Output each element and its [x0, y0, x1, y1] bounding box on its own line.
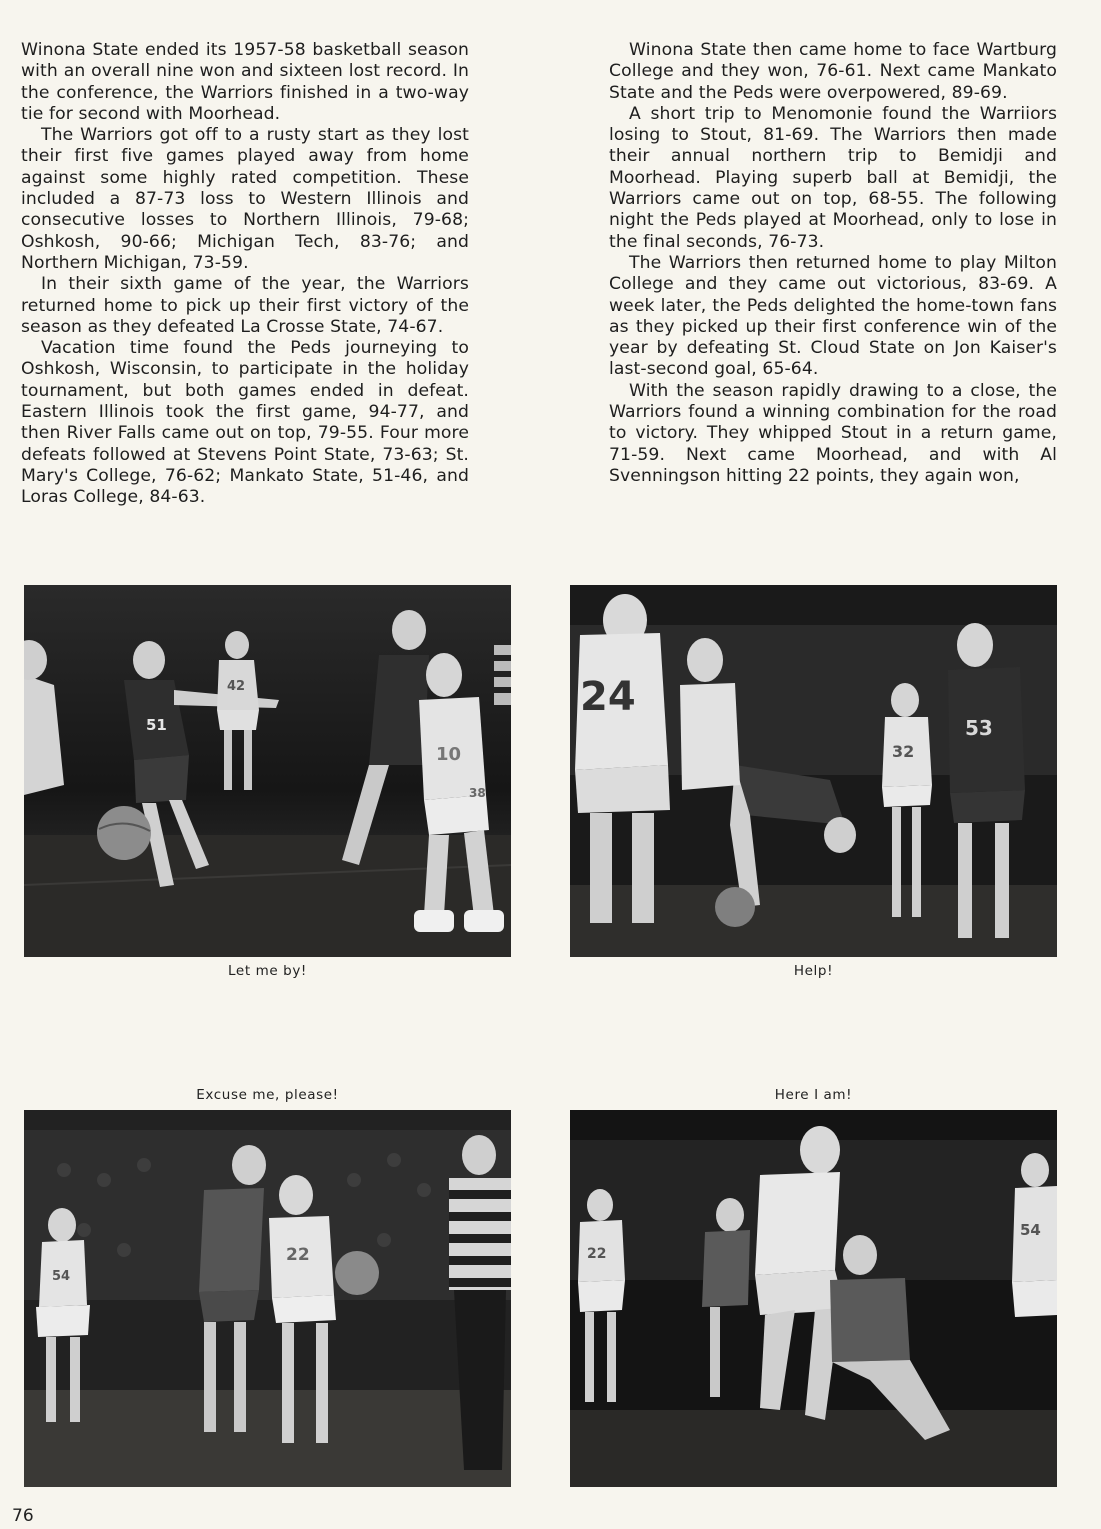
article-column-left [21, 40, 469, 509]
photo-here-i-am [570, 1110, 1057, 1487]
article-column-right [609, 40, 1057, 487]
photo-caption: Help! [793, 963, 834, 979]
photo-excuse-me-please [24, 1110, 511, 1487]
photo-caption: Let me by! [228, 963, 307, 979]
jersey-number: 51 [146, 716, 167, 734]
paragraph: In their sixth game of the year, the Warriors returned home to pick up their first victory of the season as they defeated La Crosse State, 74-67. [21, 274, 469, 337]
jersey-number: 38 [469, 786, 486, 800]
jersey-number: 32 [892, 742, 915, 761]
jersey-number: 24 [580, 674, 636, 720]
paragraph: The Warriors got off to a rusty start as they lost their first five games played away from home against some highly rated competition. These included a 87-73 loss to Western Illinois and consecutive losses to Northern Illinois, 79-68; Oshkosh, 90-66; Michigan Tech, 83-76; and Northern Michigan, 73-59. [21, 125, 469, 273]
jersey-number: 42 [227, 679, 246, 694]
jersey-number: 54 [1020, 1221, 1041, 1239]
jersey-number: 22 [286, 1245, 310, 1265]
jersey-number: 54 [52, 1269, 71, 1284]
paragraph: Winona State then came home to face Wartburg College and they won, 76-61. Next came Mankato State and the Peds were overpowered, 89-69. [609, 40, 1057, 103]
photo-let-me-by [24, 585, 511, 957]
jersey-number: 53 [965, 716, 993, 740]
photo-help [570, 585, 1057, 957]
jersey-number: 22 [587, 1246, 607, 1262]
photo-caption: Here I am! [774, 1087, 853, 1103]
jersey-number: 10 [436, 744, 462, 765]
paragraph: Winona State ended its 1957-58 basketball season with an overall nine won and sixteen lost record. In the conference, the Warriors finished in a two-way tie for second with Moorhead. [21, 40, 469, 124]
page-number: 76 [12, 1506, 34, 1526]
paragraph: Vacation time found the Peds journeying to Oshkosh, Wisconsin, to participate in the holiday tournament, but both games ended in defeat. Eastern Illinois took the first game, 94-77, and then River Falls came out on top, 79-55. Four more defeats followed at Stevens Point State, 73-63; St. Mary's College, 76-62; Mankato State, 51-46, and Loras College, 84-63. [21, 338, 469, 508]
paragraph: The Warriors then returned home to play Milton College and they came out victorious, 83-69. A week later, the Peds delighted the home-town fans as they picked up their first conference win of the year by defeating St. Cloud State on Jon Kaiser's last-second goal, 65-64. [609, 252, 1057, 380]
photo-caption: Excuse me, please! [196, 1087, 339, 1103]
paragraph: With the season rapidly drawing to a close, the Warriors found a winning combination for the road to victory. They whipped Stout in a return game, 71-59. Next came Moorhead, and with Al Svenningson hitting 22 points, they again won, [609, 380, 1057, 486]
paragraph: A short trip to Menomonie found the Warriiors losing to Stout, 81-69. The Warriors then made their annual northern trip to Bemidji and Moorhead. Playing superb ball at Bemidji, the Warriors came out on top, 68-55. The following night the Peds played at Moorhead, only to lose in the final seconds, 76-73. [609, 103, 1057, 252]
